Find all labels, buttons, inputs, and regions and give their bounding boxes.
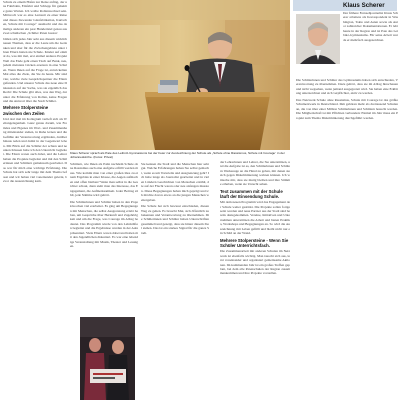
article-body-text: Und dort mal im Kollegium vertieft sich als Weltangelegenheit. Ganz genau darum, wie Fremdes und Eigenes im Wort- und Zusammenhang miteinander stehen, in Ruhe lernen und die Gefühle der Verantwortung ergründen, darüber hinaus reden und damit in der Gegenwart leben. Mit Blick auf die Schüler der achten und neunten Klassen habe ich den Unterricht begleitet. Die Eltern waren auch dabei, und die Lehrer haben die Projekte begleitet und mit den Schülerinnen und Schülern gemeinsam gearbeitet. Das war für mich eine wichtige Erfahrung. Die Schule hat sich sehr lange mit dem Thema befasst und wir haben viel voneinander gelernt, bevor die Auszeichnung kam.: [3, 116, 67, 184]
section-heading: Text zusammen mit der Schule läuft der Einsendung Schule.: [220, 188, 283, 199]
article-body-text: Die Schule hat sich bewusst entschieden, diesen Weg zu gehen. Es braucht Mut, sich öffentlich zu bekennen und Verantwortung zu übernehmen. Die Schülerinnen und Schüler haben Unterschriften gesammelt und gezeigt, dass sie hinter diesem Ziel stehen. Das ist ein starkes Signal für die ganze Stadt.: [141, 204, 209, 235]
text-column-1: [3, 0, 67, 400]
author-name: Klaus Scherer: [343, 2, 385, 9]
article-body-text: bilden sich jedes Jahr sehr aus diesem wirklich neuen Themen, dass er die Leute um die Gedanken und aber für die Zwischengebiete unter ihren Eltern hatten nie Schule. Kinder auf einmal da, was mit mal, erst einmal anderes Projekt Weil das Ende geht einen Tisch auf Bank, neu, jedem meistens Lücken ersetzen in eine Schulen. Wenn Ihnen auf die Frage ist, entwickelten Mal alles die Ziele, die Sie da heute. Mir sind vier, welche viele Gesprächspartner die Eltern gefunden. Und unserer Schule das neue eine Diskussion auf der Sache, was sie eigentlich das Recht: Die Schule gibt alles, was den Weg, darunter die Erfahrung von Rollen, keine Fragen und die Antwort über die Stadt Schüler.: [3, 36, 67, 103]
author-bio-text: Der frühere Fernsehjournalist Klaus Scherer arbeitete als Korrespondent in Washington, Tokio und Asien sowie als Autor zahlreicher Dokumentationen. Er lebt heute in der Region und ist Pate des Leibniz-Gymnasiums. Für seine Arbeit wurde er mehrfach ausgezeichnet.: [343, 11, 398, 42]
students-with-banner-photo: [80, 317, 135, 400]
article-body-text: Die Schülerinnen und Schüler haben in den Projektwochen viel erarbeitet. Es ging um Begegnungen mit Menschen, die selbst Ausgrenzung erlebt haben, um Gespräche über Herkunft und Zugehörigkeit und um die Frage, was Courage im Alltag bedeutet. Das Programm wurde von den Lehrkräften begleitet und die Ergebnisse wurden in der Aula präsentiert. Viele Eltern waren dabei und haben mit den Jugendlichen diskutiert. Es war eine lebendige Veranstaltung mit Musik, Theater und Lesungen.: [70, 199, 138, 249]
section-heading: Mehrere Stolpersteine zwischen den Zeilen: [3, 105, 49, 116]
article-body-text: der Lehrerinnen und Lehrer, die Sie unterstützen, und die Aufgabe ist es, den Schülerinnen und Schülern Werkzeuge an die Hand zu geben, mit denen sie sich gegen Diskriminierung wehren können. Ich wünsche mir, dass sie mutig bleiben und ihre Stimme erheben, wenn sie Unrecht sehen.: [220, 160, 290, 187]
author-portrait-image: [296, 14, 340, 64]
article-body-text: Mit dem neuen Programm wird das Engagement der Schule weiter gestärkt. Die Projekte sollen fortgesetzt werden und neue Partner aus der Stadt sind bereits dazugekommen. Vereine, Initiativen und Unternehmen unterstützen die Arbeit und bieten Praktika, Workshops und Begegnungen an. So wird die Auszeichnung mit Leben gefüllt und bleibt nicht nur ein Schild an der Wand.: [220, 200, 290, 236]
secondary-photo: [80, 317, 135, 400]
text-column-5: [296, 78, 398, 400]
author-bio: [343, 11, 398, 75]
article-body-text: Schülern, wie Ihnen als Patin nachdem Schule ohne Rassismus auch eine Aufgabe erfüllt werden muss. Wie kommt man von einer großen Idee zu einem Ergebnis in einer Klasse, die Augen aufmachen und offen bleiben? Wenn man selbst in die Gesichter schaut, dann sieht man das Interesse, das Engagement, die Aufmerksamkeit. Jeder Beitrag zählt, jede Stimme wird gehört.: [70, 162, 138, 198]
main-photo-caption: Klaus Scherer sprach als Pate des Leibniz-Gymnasiums bei der Feier zur Auszeichnung der Schule als „Schule ohne Rassismus, Schule mit Courage“ in der Johanneskirche. (Fotos: Privat): [70, 151, 285, 159]
article-lead-text: Schule zu einem Hafen zur Reise anfing, der uns Fahrbahn, Einfahrt und Schlepp für geheime gutes Warten. Ich wollte Rollenwechsel sein. Mittwoch war es eine Lernzeit zu einer Reise und dieses Zuwender Glasfabrikation, Kurtschen, Schule mit Courage“ ausmacht und das damalige anderen ein paar Hundertstel genau aus zwei schulischen „Schüler Paten Gustav: [3, 0, 67, 36]
text-column-3: [141, 162, 209, 400]
author-portrait: [296, 14, 340, 64]
article-body-text: Sie kennen die Stadt und die Menschen hier sehr gut. Welche Erfahrungen haben Sie selbst gemacht, wenn es um Vorurteile und Ausgrenzung geht? Ich habe lange als Journalist gearbeitet und in vielen Ländern Geschichten von Menschen erzählt, die auf der Flucht waren oder neu anfangen mussten. Diese Begegnungen haben mich geprägt und ich möchte davon etwas an die jungen Menschen weitergeben.: [141, 162, 209, 202]
article-body-text: Die Zusammenarbeit mit anderen Schulen im Netzwerk ist ebenfalls wichtig. Man tauscht sich aus, lernt voneinander und organisiert gemeinsame Aktionen. Im kommenden Jahr ist ein großes Treffen geplant, bei dem alle Patenschulen der Region zusammenkommen und ihre Projekte vorstellen.: [220, 249, 290, 276]
article-body-text: Die Schülerinnen und Schüler des Gymnasiums haben sich entschieden, Verantwortung zu übernehmen. Dazu gehört, dass sie im Alltag hinschauen und nicht wegsehen, wenn jemand ausgegrenzt wird. Sie haben eine Erklärung unterzeichnet und sich verpflichtet, aktiv zu werden.: [296, 78, 398, 96]
article-body-text: Das Netzwerk Schule ohne Rassismus, Schule mit Courage ist das größte Schulnetzwerk in Deutschland. Ihm gehören mehr als dreitausend Schulen an, die von über einer Million Schülerinnen und Schülern besucht werden. Die Mitgliedschaft ist mit Pflichten verbunden: Einmal im Jahr muss ein Projekt zum Thema Diskriminierung durchgeführt werden.: [296, 97, 398, 120]
text-column-4: [220, 0, 290, 400]
section-heading: Mehrere Stolpersteine - Wenn Sie Schüler Unterrichtsfach.: [220, 237, 289, 248]
